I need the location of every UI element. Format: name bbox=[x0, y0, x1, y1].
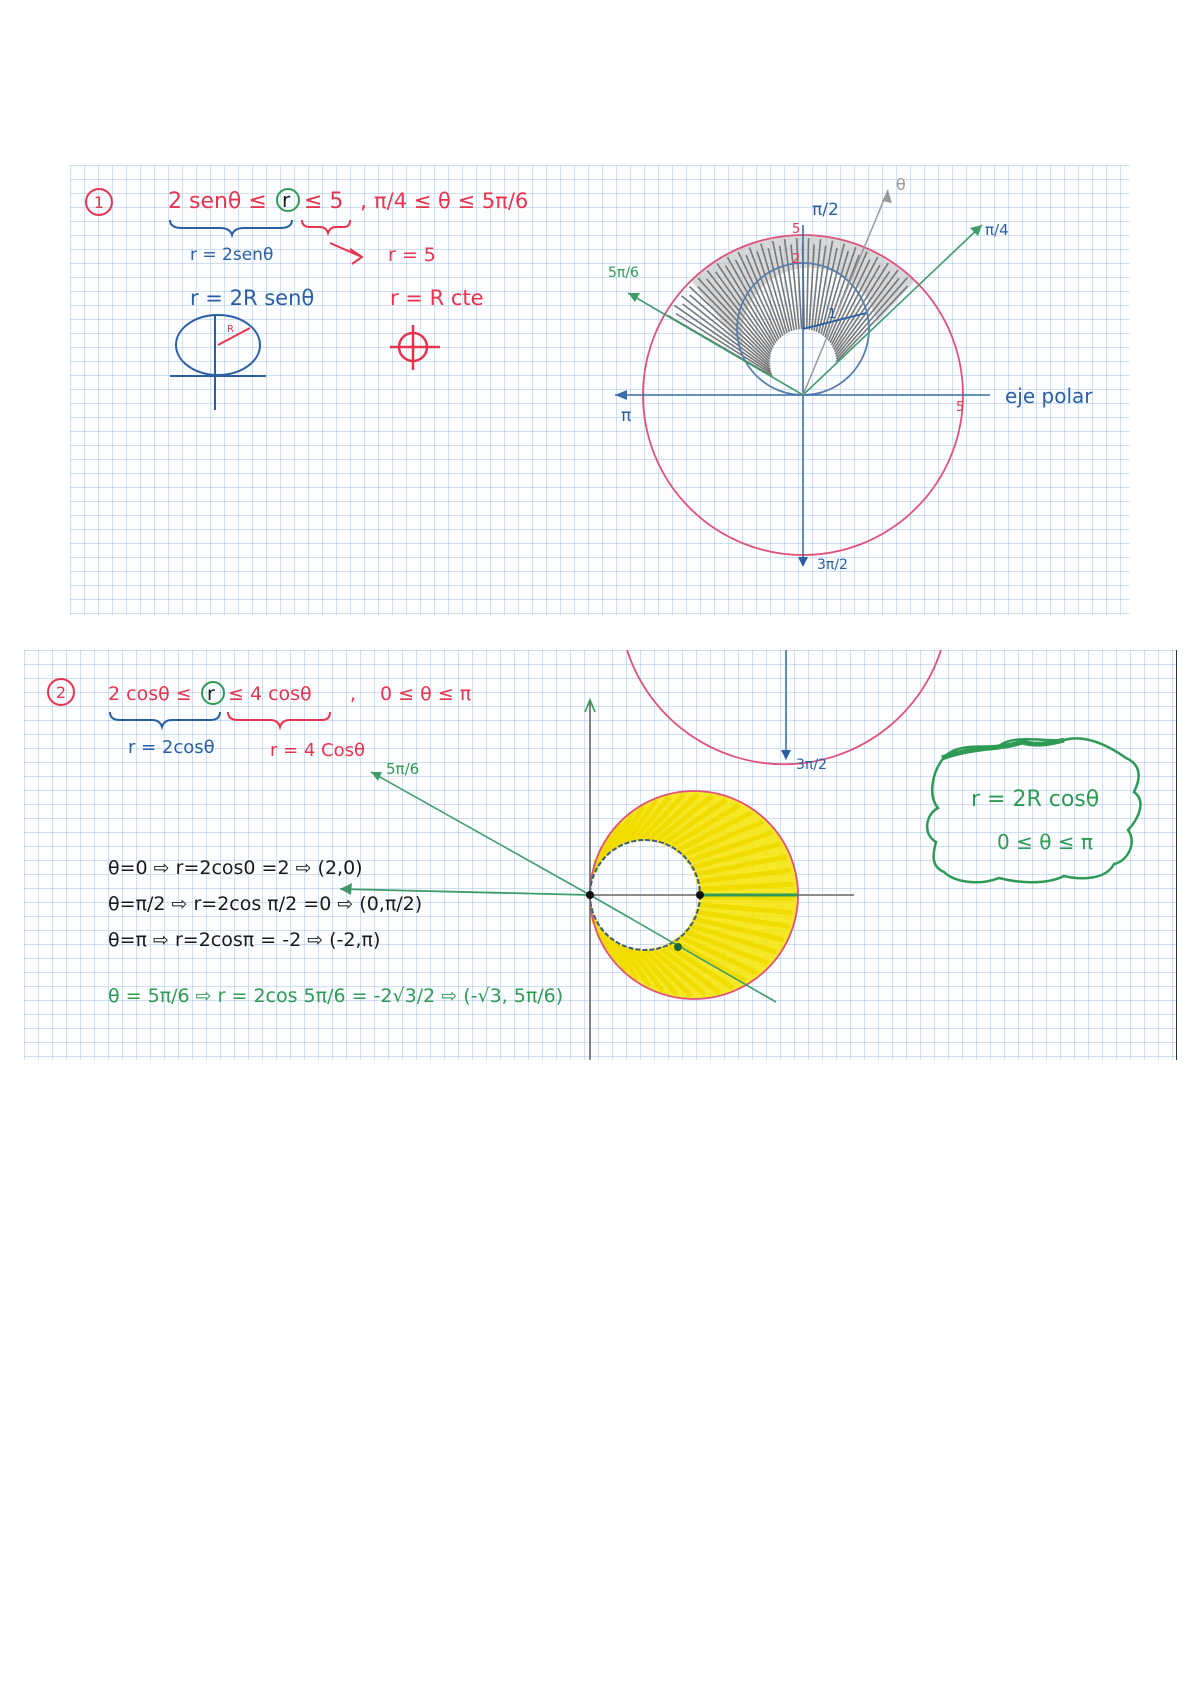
label-theta: θ bbox=[896, 175, 906, 194]
eq-outer: r = 4 Cosθ bbox=[270, 740, 366, 761]
label-pi-over-2: π/2 bbox=[812, 200, 839, 220]
note-line-2: 0 ≤ θ ≤ π bbox=[997, 830, 1093, 854]
inequality-left: 2 senθ ≤ bbox=[168, 189, 267, 214]
eq-outer: r = 5 bbox=[388, 244, 436, 266]
polar-graph-1 bbox=[608, 175, 1093, 573]
ray-5pi-over-6 bbox=[371, 772, 590, 895]
inequality-sep: , bbox=[350, 683, 357, 705]
exercise-2-panel bbox=[24, 650, 1177, 1060]
eq-inner: r = 2senθ bbox=[190, 245, 274, 265]
worked-line-4: θ = 5π/6 ⇨ r = 2cos 5π/6 = -2√3/2 ⇨ (-√3, 5π/6) bbox=[108, 985, 564, 1007]
outer-brace bbox=[228, 712, 330, 727]
label-5-right: 5 bbox=[956, 400, 965, 415]
point-minus-sqrt3 bbox=[674, 943, 682, 951]
label-2: 2 bbox=[792, 252, 801, 267]
pi-arrow bbox=[615, 390, 627, 400]
outer-brace bbox=[302, 220, 350, 233]
label-pi-over-4: π/4 bbox=[985, 221, 1009, 239]
point-2-0 bbox=[696, 891, 704, 899]
label-3pi-over-2: 3π/2 bbox=[817, 557, 848, 573]
inequality-range: 0 ≤ θ ≤ π bbox=[380, 683, 472, 705]
exercise-2-drawing bbox=[24, 650, 1176, 1060]
carryover-circle-arc bbox=[627, 650, 941, 764]
mini-radius-label: R bbox=[227, 324, 234, 335]
worked-line-1: θ=0 ⇨ r=2cos0 =2 ⇨ (2,0) bbox=[108, 857, 363, 879]
inner-brace bbox=[170, 220, 292, 235]
inequality-left: 2 cosθ ≤ bbox=[108, 683, 192, 705]
carryover-label-3pi-over-2: 3π/2 bbox=[796, 757, 827, 773]
inequality-range: π/4 ≤ θ ≤ 5π/6 bbox=[374, 189, 529, 213]
inequality-var: r bbox=[282, 188, 291, 212]
inequality-right: ≤ 5 bbox=[304, 189, 344, 214]
three-pi-half-arrow bbox=[798, 557, 808, 567]
label-pi: π bbox=[621, 406, 632, 426]
inner-brace bbox=[110, 712, 220, 727]
exercise-number: 1 bbox=[93, 193, 105, 212]
exercise-1-drawing bbox=[70, 165, 1130, 615]
inequality-var: r bbox=[207, 683, 215, 705]
carryover-arrow bbox=[781, 750, 791, 760]
label-5pi-over-6: 5π/6 bbox=[608, 265, 639, 281]
exercise-1-panel bbox=[70, 165, 1130, 615]
worked-line-2: θ=π/2 ⇨ r=2cos π/2 =0 ⇨ (0,π/2) bbox=[108, 893, 423, 915]
inequality-sep: , bbox=[360, 189, 367, 214]
eq-inner: r = 2cosθ bbox=[128, 737, 215, 758]
mini-radius bbox=[218, 328, 250, 345]
inequality-right: ≤ 4 cosθ bbox=[228, 683, 312, 705]
ray-theta-head bbox=[882, 190, 892, 203]
label-1: 1 bbox=[828, 307, 837, 322]
label-eje-polar: eje polar bbox=[1005, 384, 1093, 408]
note-line-1: r = 2R cosθ bbox=[971, 787, 1100, 812]
label-5pi-over-6: 5π/6 bbox=[386, 760, 420, 778]
worked-line-3: θ=π ⇨ r=2cosπ = -2 ⇨ (-2,π) bbox=[108, 929, 381, 951]
label-5-top: 5 bbox=[792, 222, 801, 237]
point-origin bbox=[586, 891, 594, 899]
eq-general: r = 2R senθ bbox=[190, 286, 315, 310]
ray-5pi-over-6-head bbox=[628, 293, 640, 302]
eq-const: r = R cte bbox=[390, 286, 484, 310]
exercise-number: 2 bbox=[55, 683, 67, 702]
arrow-to-outer bbox=[330, 243, 362, 264]
